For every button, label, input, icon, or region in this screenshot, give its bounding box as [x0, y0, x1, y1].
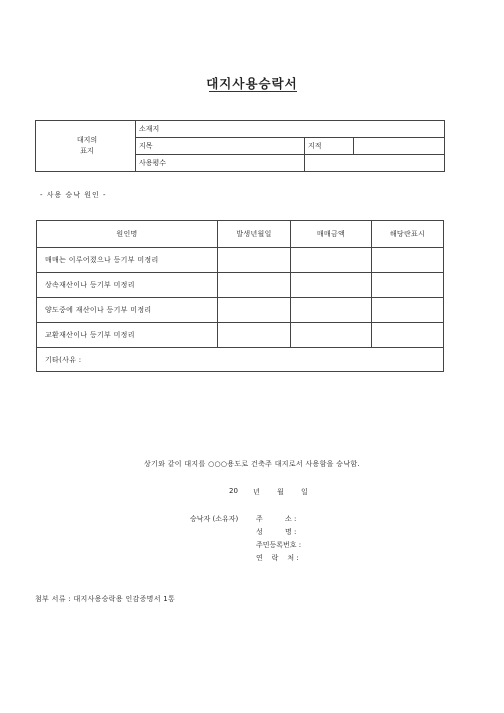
cause-price-cell	[291, 298, 372, 323]
land-row-label: 대지의 표지	[36, 121, 136, 172]
date-month-label: 월	[277, 488, 284, 496]
cause-price-cell	[291, 248, 372, 273]
purpose-value-cell	[305, 155, 445, 172]
area-value-cell	[354, 138, 445, 155]
land-info-table	[35, 120, 445, 172]
cause-date-cell	[218, 248, 291, 273]
cause-price-cell	[291, 323, 372, 348]
header-price: 매매금액	[291, 221, 372, 248]
signer-id-label: 주민등록번호 :	[256, 541, 302, 549]
cause-mark-cell	[372, 273, 444, 298]
signer-role: 승낙자 (소유자)	[190, 515, 239, 523]
title-underline	[209, 91, 297, 92]
cause-table	[36, 220, 444, 372]
attachment-note: 첨부 서류 : 대지사용승락용 인감증명서 1통	[35, 595, 176, 603]
document-title: 대지사용승락서	[206, 76, 298, 91]
cause-row-label: 상속재산이나 등기부 미정리	[37, 273, 218, 298]
lot-label: 지목	[136, 138, 305, 155]
cause-mark-cell	[372, 298, 444, 323]
date-year-prefix: 20	[229, 487, 238, 495]
cause-date-cell	[218, 273, 291, 298]
cause-mark-cell	[372, 248, 444, 273]
cause-price-cell	[291, 273, 372, 298]
purpose-label: 사용평수	[136, 155, 305, 172]
consent-statement: 상기와 같이 대지를 ○○○용도로 건축주 대지로서 사용함을 승낙함.	[144, 460, 360, 468]
section-heading: - 사용 승낙 원인 -	[40, 191, 107, 199]
location-label: 소재지	[136, 121, 445, 138]
header-cause: 원인명	[37, 221, 218, 248]
header-mark: 해당란표시	[372, 221, 444, 248]
signer-contact-label: 연 락 처 :	[256, 554, 299, 562]
cause-row-label: 양도중에 재산이나 등기부 미정리	[37, 298, 218, 323]
cause-row-label: 교환재산이나 등기부 미정리	[37, 323, 218, 348]
cause-row-other: 기타(사유 :	[37, 348, 444, 372]
date-day-label: 일	[301, 488, 308, 496]
cause-row-label: 매매는 이루어졌으나 등기부 미정리	[37, 248, 218, 273]
header-date: 발생년월일	[218, 221, 291, 248]
signer-name-label: 성 명 :	[256, 528, 297, 536]
cause-date-cell	[218, 298, 291, 323]
cause-date-cell	[218, 323, 291, 348]
signer-address-label: 주 소 :	[256, 515, 297, 523]
area-label: 지적	[305, 138, 354, 155]
cause-mark-cell	[372, 323, 444, 348]
date-year-label: 년	[253, 488, 260, 496]
